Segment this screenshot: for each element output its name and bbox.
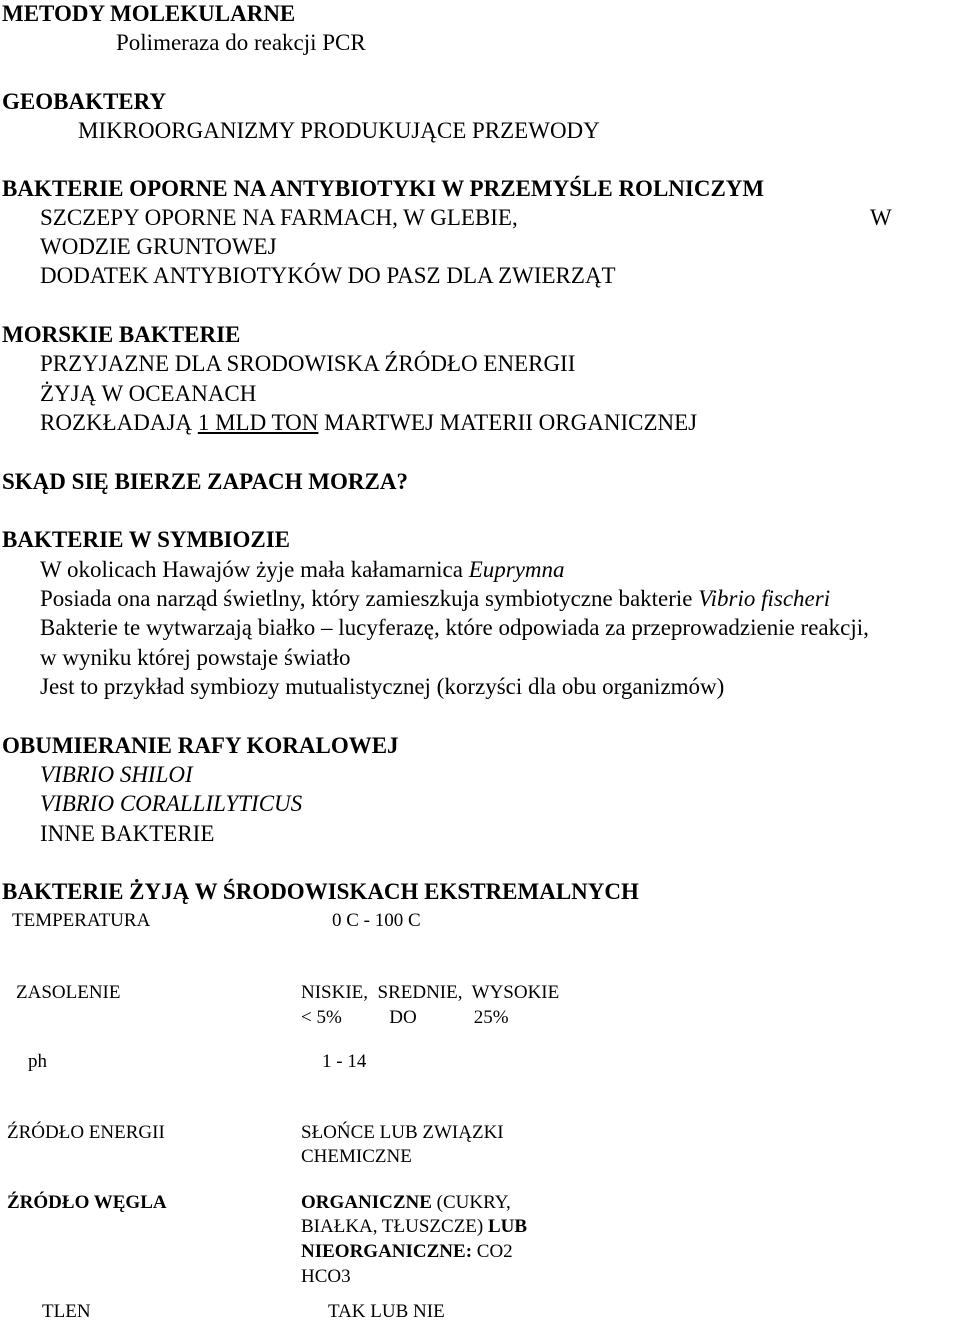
text-line: MIKROORGANIZMY PRODUKUJĄCE PRZEWODY: [78, 118, 600, 143]
text-part: CO2: [472, 1241, 513, 1262]
italic-species-name: VIBRIO CORALLILYTICUS: [40, 791, 303, 816]
table-value: 0 C - 100 C: [332, 910, 421, 931]
text-line: Bakterie te wytwarzają białko – lucyferazę, które odpowiada za przeprowadzienie reakcji,: [40, 615, 869, 640]
text-line: WODZIE GRUNTOWEJ: [40, 234, 277, 259]
text-line: SZCZEPY OPORNE NA FARMACH, W GLEBIE,: [40, 205, 518, 230]
heading-morskie-bakterie: MORSKIE BAKTERIE: [2, 322, 241, 347]
text-line: Jest to przykład symbiozy mutualistycznej (korzyści dla obu organizmów): [40, 674, 725, 699]
table-label: ŹRÓDŁO WĘGLA: [7, 1192, 167, 1213]
table-value: < 5% DO 25%: [301, 1007, 509, 1028]
table-label: ŹRÓDŁO ENERGII: [7, 1122, 165, 1143]
text-part: W okolicach Hawajów żyje mała kałamarnica: [40, 557, 469, 582]
text-part: ROZKŁADAJĄ: [40, 410, 198, 435]
italic-species-name: Euprymna: [468, 557, 565, 582]
table-value: [301, 1217, 527, 1236]
text-line: PRZYJAZNE DLA SRODOWISKA ŹRÓDŁO ENERGII: [40, 351, 576, 376]
table-label: ph: [28, 1051, 47, 1072]
bold-text: ORGANICZNE: [301, 1192, 432, 1213]
table-value: [301, 1193, 511, 1212]
text-part: Posiada ona narząd świetlny, który zamieszkuja symbiotyczne bakterie: [40, 586, 699, 611]
table-label: TLEN: [42, 1301, 91, 1322]
table-value: [301, 1242, 513, 1261]
italic-species-name: Vibrio fischeri: [698, 586, 831, 611]
table-value: NISKIE, SREDNIE, WYSOKIE: [301, 982, 560, 1003]
text-line: W: [870, 205, 892, 230]
text-line: ŻYJĄ W OCEANACH: [40, 381, 257, 406]
heading-geobakterie: GEOBAKTERY: [2, 89, 167, 114]
heading-zapach-morza: SKĄD SIĘ BIERZE ZAPACH MORZA?: [2, 469, 408, 494]
text-line: INNE BAKTERIE: [40, 821, 215, 846]
text-line: [40, 558, 565, 581]
heading-obumieranie-rafy: OBUMIERANIE RAFY KORALOWEJ: [2, 733, 399, 758]
text-line: w wyniku której powstaje światło: [40, 645, 351, 670]
text-line: Polimeraza do reakcji PCR: [116, 30, 366, 55]
text-line: [40, 587, 830, 610]
table-value: TAK LUB NIE: [328, 1301, 445, 1322]
heading-bakterie-oporne: BAKTERIE OPORNE NA ANTYBIOTYKI W PRZEMYŚLE ROLNICZYM: [2, 176, 765, 201]
text-part: BIAŁKA, TŁUSZCZE): [301, 1216, 488, 1237]
italic-species-name: VIBRIO SHILOI: [40, 762, 193, 787]
table-value: HCO3: [301, 1266, 351, 1287]
table-label: ZASOLENIE: [16, 982, 121, 1003]
text-part: MARTWEJ MATERII ORGANICZNEJ: [318, 410, 698, 435]
text-line: DODATEK ANTYBIOTYKÓW DO PASZ DLA ZWIERZĄT: [40, 263, 616, 288]
heading-bakterie-w-symbiozie: BAKTERIE W SYMBIOZIE: [2, 527, 291, 552]
table-label: TEMPERATURA: [12, 910, 151, 931]
heading-metody-molekularne: METODY MOLEKULARNE: [2, 1, 296, 26]
underlined-text: 1 MLD TON: [197, 410, 319, 435]
text-line: [40, 411, 697, 434]
table-value: SŁOŃCE LUB ZWIĄZKI: [301, 1122, 504, 1143]
table-value: 1 - 14: [322, 1051, 367, 1072]
bold-text: LUB: [488, 1216, 528, 1237]
table-value: CHEMICZNE: [301, 1146, 412, 1167]
heading-srodowiska-ekstremalne: BAKTERIE ŻYJĄ W ŚRODOWISKACH EKSTREMALNYCH: [2, 879, 639, 904]
text-part: (CUKRY,: [431, 1192, 511, 1213]
bold-text: NIEORGANICZNE:: [301, 1241, 473, 1262]
